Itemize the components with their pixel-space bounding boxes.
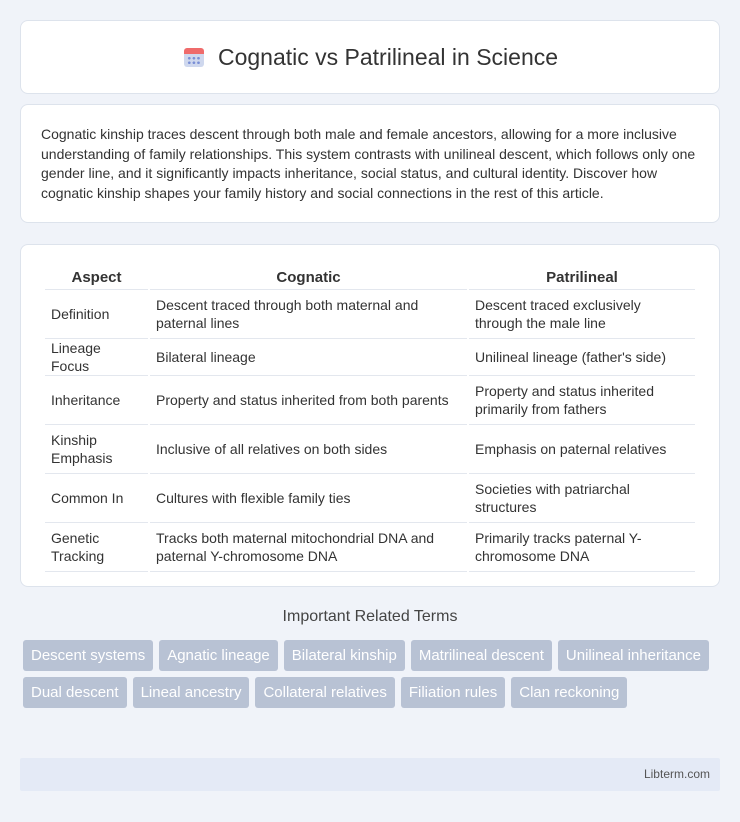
footer (20, 758, 720, 791)
table-row (45, 290, 695, 339)
aspect-cell: Genetic Tracking (45, 523, 148, 572)
aspect-cell: Definition (45, 290, 148, 339)
header-patrilineal: Patrilineal (469, 265, 695, 290)
tag-matrilineal-descent[interactable]: Matrilineal descent (411, 640, 552, 671)
aspect-cell: Kinship Emphasis (45, 425, 148, 474)
header-card (20, 20, 720, 94)
comparison-table (43, 265, 697, 572)
intro-text: Cognatic kinship traces descent through both male and female ancestors, allowing for a more inclusive understanding of family relationships. This system contrasts with unilineal descent, which follows only one gender line, and it significantly impacts inheritance, social status, and cultural identity. Discover how cognatic kinship shapes your family history and social connections in the rest of this article. (41, 126, 696, 201)
aspect-cell: Inheritance (45, 376, 148, 425)
related-terms-list (23, 640, 723, 714)
page-title: Cognatic vs Patrilineal in Science (217, 43, 559, 70)
cognatic-cell: Tracks both maternal mitochondrial DNA and paternal Y-chromosome DNA (150, 523, 467, 572)
calendar-icon (182, 45, 206, 69)
patrilineal-cell: Societies with patriarchal structures (469, 474, 695, 523)
tag-descent-systems[interactable]: Descent systems (23, 640, 153, 671)
tag-agnatic-lineage[interactable]: Agnatic lineage (159, 640, 278, 671)
cognatic-cell: Cultures with flexible family ties (150, 474, 467, 523)
patrilineal-cell: Unilineal lineage (father's side) (469, 339, 695, 376)
footer-site-link[interactable]: Libterm.com (643, 767, 710, 781)
tag-unilineal-inheritance[interactable]: Unilineal inheritance (558, 640, 709, 671)
table-row (45, 425, 695, 474)
table-row (45, 376, 695, 425)
aspect-cell: Common In (45, 474, 148, 523)
cognatic-cell: Inclusive of all relatives on both sides (150, 425, 467, 474)
comparison-table-card (20, 244, 720, 587)
tag-bilateral-kinship[interactable]: Bilateral kinship (284, 640, 405, 671)
related-terms-title: Important Related Terms (282, 608, 458, 625)
patrilineal-cell: Emphasis on paternal relatives (469, 425, 695, 474)
intro-card (20, 104, 720, 223)
aspect-cell: Lineage Focus (45, 339, 148, 376)
cognatic-cell: Property and status inherited from both parents (150, 376, 467, 425)
table-row (45, 523, 695, 572)
patrilineal-cell: Descent traced exclusively through the male line (469, 290, 695, 339)
tag-clan-reckoning[interactable]: Clan reckoning (511, 677, 627, 708)
tag-collateral-relatives[interactable]: Collateral relatives (255, 677, 394, 708)
header-cognatic: Cognatic (150, 265, 467, 290)
tag-filiation-rules[interactable]: Filiation rules (401, 677, 505, 708)
patrilineal-cell: Primarily tracks paternal Y-chromosome DNA (469, 523, 695, 572)
cognatic-cell: Bilateral lineage (150, 339, 467, 376)
header-aspect: Aspect (45, 265, 148, 290)
tag-dual-descent[interactable]: Dual descent (23, 677, 127, 708)
tag-lineal-ancestry[interactable]: Lineal ancestry (133, 677, 250, 708)
patrilineal-cell: Property and status inherited primarily from fathers (469, 376, 695, 425)
cognatic-cell: Descent traced through both maternal and paternal lines (150, 290, 467, 339)
table-row (45, 474, 695, 523)
table-row (45, 339, 695, 376)
